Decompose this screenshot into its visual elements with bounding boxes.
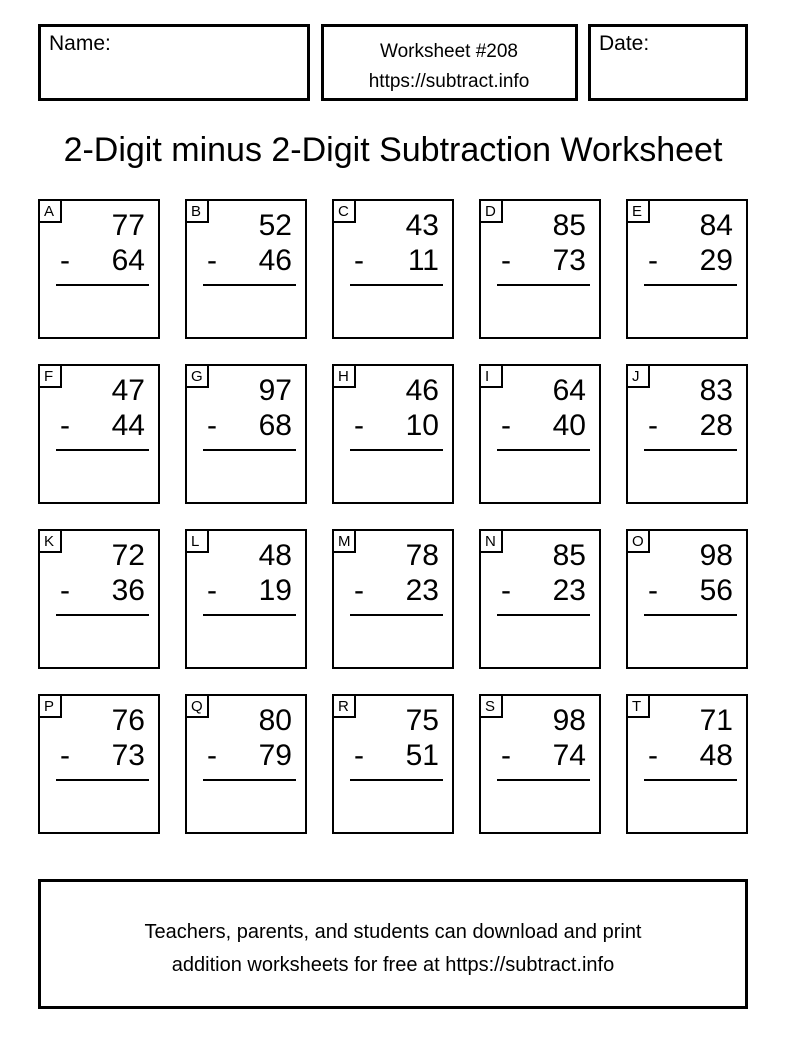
subtrahend: 19	[258, 574, 292, 607]
minus-sign: -	[501, 574, 511, 607]
minuend: 75	[405, 704, 439, 737]
answer-space	[187, 451, 305, 501]
answer-space	[481, 616, 599, 666]
problem-cell-e	[626, 199, 748, 339]
problem-cell-t	[626, 694, 748, 834]
page-title: 2-Digit minus 2-Digit Subtraction Worksheet	[63, 131, 723, 169]
header-row	[38, 24, 748, 101]
subtrahend: 68	[258, 409, 292, 442]
subtrahend: 73	[111, 739, 145, 772]
problem-cell-a	[38, 199, 160, 339]
problem-cell-d	[479, 199, 601, 339]
minus-sign: -	[354, 244, 364, 277]
answer-space	[334, 616, 452, 666]
problem-label: N	[479, 529, 503, 553]
problem-label: R	[332, 694, 356, 718]
subtrahend: 28	[699, 409, 733, 442]
problem-cell-g	[185, 364, 307, 504]
answer-space	[628, 616, 746, 666]
problem-label: B	[185, 199, 209, 223]
minus-sign: -	[207, 244, 217, 277]
problem-label: J	[626, 364, 650, 388]
worksheet-url: https://subtract.info	[368, 71, 530, 92]
problem-label: C	[332, 199, 356, 223]
problem-label: A	[38, 199, 62, 223]
minus-sign: -	[354, 574, 364, 607]
subtrahend: 11	[407, 244, 439, 277]
subtrahend: 56	[699, 574, 733, 607]
problem-label: Q	[185, 694, 209, 718]
minuend: 84	[699, 209, 733, 242]
date-box	[588, 24, 748, 101]
answer-space	[481, 286, 599, 336]
minus-sign: -	[501, 409, 511, 442]
minus-sign: -	[501, 244, 511, 277]
minuend: 47	[111, 374, 145, 407]
problem-label: P	[38, 694, 62, 718]
minuend: 97	[258, 374, 292, 407]
minuend: 77	[111, 209, 145, 242]
minus-sign: -	[648, 574, 658, 607]
minuend: 48	[258, 539, 292, 572]
answer-space	[187, 286, 305, 336]
minuend: 71	[699, 704, 733, 737]
subtrahend: 36	[111, 574, 145, 607]
answer-space	[481, 781, 599, 831]
problem-cell-s	[479, 694, 601, 834]
problem-label: H	[332, 364, 356, 388]
subtrahend: 46	[258, 244, 292, 277]
answer-space	[628, 451, 746, 501]
footer-line-1: Teachers, parents, and students can download and print	[144, 921, 642, 943]
subtrahend: 44	[111, 409, 145, 442]
problem-label: O	[626, 529, 650, 553]
minus-sign: -	[207, 574, 217, 607]
answer-space	[40, 616, 158, 666]
problem-cell-n	[479, 529, 601, 669]
problem-label: L	[185, 529, 209, 553]
answer-space	[40, 781, 158, 831]
problem-label: K	[38, 529, 62, 553]
subtrahend: 23	[405, 574, 439, 607]
answer-space	[40, 451, 158, 501]
minuend: 98	[699, 539, 733, 572]
worksheet-number: Worksheet #208	[379, 41, 518, 62]
name-box	[38, 24, 310, 101]
minus-sign: -	[354, 739, 364, 772]
subtrahend: 10	[405, 409, 439, 442]
subtrahend: 73	[552, 244, 586, 277]
footer-line-2: addition worksheets for free at https://subtract.info	[171, 954, 615, 976]
problem-label: F	[38, 364, 62, 388]
subtrahend: 79	[258, 739, 292, 772]
answer-space	[40, 286, 158, 336]
minuend: 80	[258, 704, 292, 737]
problems-grid	[38, 199, 748, 834]
minus-sign: -	[648, 409, 658, 442]
name-label: Name:	[49, 32, 111, 55]
subtrahend: 64	[111, 244, 145, 277]
problem-cell-c	[332, 199, 454, 339]
problem-label: G	[185, 364, 209, 388]
minuend: 72	[111, 539, 145, 572]
minus-sign: -	[60, 739, 70, 772]
minuend: 83	[699, 374, 733, 407]
minus-sign: -	[207, 739, 217, 772]
answer-space	[334, 451, 452, 501]
minuend: 52	[258, 209, 292, 242]
problem-label: T	[626, 694, 650, 718]
problem-cell-f	[38, 364, 160, 504]
answer-space	[628, 286, 746, 336]
answer-space	[187, 781, 305, 831]
problem-cell-b	[185, 199, 307, 339]
problem-cell-l	[185, 529, 307, 669]
minuend: 78	[405, 539, 439, 572]
problem-cell-r	[332, 694, 454, 834]
answer-space	[187, 616, 305, 666]
minus-sign: -	[60, 409, 70, 442]
minuend: 85	[552, 539, 586, 572]
minus-sign: -	[354, 409, 364, 442]
minuend: 76	[111, 704, 145, 737]
subtrahend: 74	[552, 739, 586, 772]
minus-sign: -	[501, 739, 511, 772]
problem-cell-q	[185, 694, 307, 834]
problem-cell-k	[38, 529, 160, 669]
problem-cell-i	[479, 364, 601, 504]
subtrahend: 40	[552, 409, 586, 442]
answer-space	[481, 451, 599, 501]
problem-label: D	[479, 199, 503, 223]
footer-box	[38, 879, 748, 1009]
problem-cell-p	[38, 694, 160, 834]
date-label: Date:	[599, 32, 650, 55]
answer-space	[334, 286, 452, 336]
subtrahend: 29	[699, 244, 733, 277]
minus-sign: -	[648, 739, 658, 772]
minus-sign: -	[60, 244, 70, 277]
subtrahend: 23	[552, 574, 586, 607]
problem-cell-h	[332, 364, 454, 504]
minus-sign: -	[60, 574, 70, 607]
subtrahend: 51	[405, 739, 439, 772]
minus-sign: -	[648, 244, 658, 277]
problem-label: I	[479, 364, 503, 388]
problem-cell-o	[626, 529, 748, 669]
minuend: 85	[552, 209, 586, 242]
problem-label: M	[332, 529, 356, 553]
subtrahend: 48	[699, 739, 733, 772]
minuend: 43	[405, 209, 439, 242]
minuend: 98	[552, 704, 586, 737]
problem-label: E	[626, 199, 650, 223]
problem-label: S	[479, 694, 503, 718]
problem-cell-j	[626, 364, 748, 504]
minuend: 64	[552, 374, 586, 407]
minuend: 46	[405, 374, 439, 407]
problem-cell-m	[332, 529, 454, 669]
answer-space	[628, 781, 746, 831]
minus-sign: -	[207, 409, 217, 442]
worksheet-info-box	[321, 24, 578, 101]
answer-space	[334, 781, 452, 831]
